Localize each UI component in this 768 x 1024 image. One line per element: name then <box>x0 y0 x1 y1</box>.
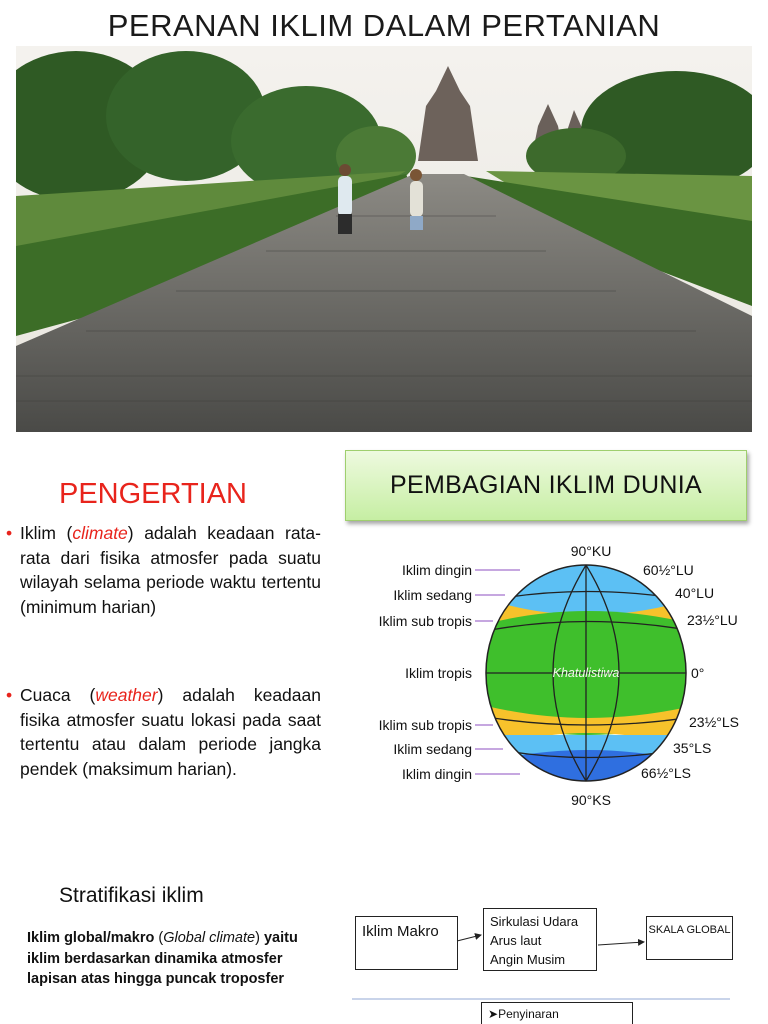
left-label-6: Iklim sedang <box>393 741 472 757</box>
term-cuaca-en: weather <box>95 685 158 705</box>
right-label-2: 40°LU <box>675 585 715 601</box>
skala-global-box: SKALA GLOBAL <box>646 916 733 960</box>
iklim-makro-box: Iklim Makro <box>355 916 458 970</box>
climate-zone-globe <box>345 535 755 810</box>
penyinaran-label: Penyinaran <box>498 1007 559 1021</box>
arrow-factors-to-skala <box>598 942 644 945</box>
arrow-bullet-icon: ➤ <box>488 1007 499 1021</box>
temple-path-photo <box>16 46 752 432</box>
definition-cuaca: • Cuaca (weather) adalah keadaan fisika atmosfer suatu lokasi pada saat tertentu atau dalam periode jangka pendek (maksimum harian). <box>6 685 321 779</box>
top-label: 90°KU <box>570 543 612 559</box>
right-label-4: 0° <box>691 665 705 681</box>
left-label-3: Iklim sub tropis <box>378 613 472 629</box>
strat-term: Iklim global/makro <box>27 930 155 946</box>
flow-arrows <box>455 925 650 955</box>
factor-item: Angin Musim <box>490 952 566 967</box>
left-label-4: Iklim tropis <box>405 665 472 681</box>
stratifikasi-definition: Iklim global/makro (Global climate) yaitu iklim berdasarkan dinamika atmosfer lapisan atas hingga puncak troposfer <box>27 930 298 987</box>
arrow-makro-to-factors <box>457 935 481 941</box>
left-label-5: Iklim sub tropis <box>378 717 472 733</box>
bullet-marker: • <box>6 685 13 705</box>
term-cuaca: Cuaca <box>20 685 71 705</box>
pembagian-banner: PEMBAGIAN IKLIM DUNIA <box>345 450 747 521</box>
factor-item: Arus laut <box>490 933 542 948</box>
pengertian-heading: PENGERTIAN <box>59 478 248 510</box>
strat-definition-text: yaitu iklim berdasarkan dinamika atmosfer lapisan atas hingga puncak troposfer <box>27 930 298 987</box>
divider-line <box>352 998 730 1000</box>
left-label-7: Iklim dingin <box>401 766 472 782</box>
right-label-7: 66½°LS <box>641 765 691 781</box>
penyinaran-box <box>481 1002 633 1024</box>
left-label-1: Iklim dingin <box>401 562 472 578</box>
factor-item: Sirkulasi Udara <box>490 914 579 929</box>
strat-term-en: Global climate <box>163 930 256 946</box>
definition-cuaca-text: adalah keadaan fisika atmosfer suatu lokasi pada saat tertentu atau dalam periode jangka pendek (maksimum harian). <box>20 685 321 779</box>
definition-iklim: • Iklim (climate) adalah keadaan rata-rata dari fisika atmosfer pada suatu wilayah selama periode waktu tertentu (minimum harian) <box>6 523 321 617</box>
term-iklim: Iklim <box>20 523 56 543</box>
definition-iklim-text: adalah keadaan rata-rata dari fisika atmosfer pada suatu wilayah selama periode waktu tertentu (minimum harian) <box>20 523 321 617</box>
stratifikasi-heading: Stratifikasi iklim <box>59 884 204 907</box>
page-title: PERANAN IKLIM DALAM PERTANIAN <box>107 8 661 43</box>
left-label-2: Iklim sedang <box>393 587 472 603</box>
right-label-1: 60½°LU <box>643 562 694 578</box>
bullet-marker: • <box>6 523 13 543</box>
bottom-label: 90°KS <box>571 792 611 808</box>
right-label-6: 35°LS <box>673 740 712 756</box>
right-label-3: 23½°LU <box>687 612 738 628</box>
equator-label: Khatulistiwa <box>552 666 620 680</box>
term-iklim-en: climate <box>72 523 128 543</box>
right-label-5: 23½°LS <box>689 714 739 730</box>
